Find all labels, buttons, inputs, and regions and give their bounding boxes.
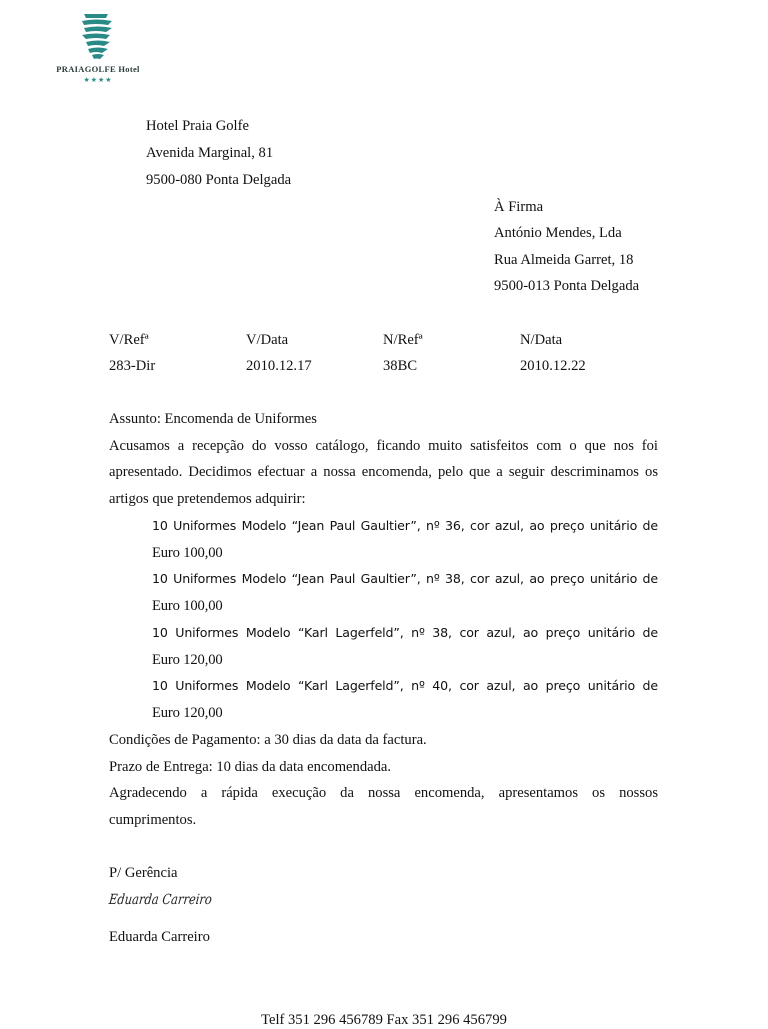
sender-name: Hotel Praia Golfe [146, 118, 249, 134]
letter-closing [109, 727, 658, 834]
order-item [152, 620, 658, 673]
ref-header-our-date: N/Data [520, 332, 563, 348]
order-item-description: 10 Uniformes Modelo “Karl Lagerfeld”, nº 38, cor azul, ao preço unitário de [152, 624, 658, 640]
payment-terms: Condições de Pagamento: a 30 dias da data da factura. [109, 732, 427, 748]
hotel-logo [58, 12, 138, 86]
palm-leaf-icon [78, 12, 118, 62]
logo-wordmark: PRAIAGOLFE Hotel [56, 64, 140, 74]
order-item [152, 566, 658, 619]
ref-header-your-ref: V/Refª [109, 332, 149, 348]
intro-paragraph: Acusamos a recepção do vosso catálogo, ficando muito satisfeitos com o que nos foi apresentado. Decidimos efectuar a nossa encomenda, pelo que a seguir descriminamos os artigos que pretendemos adquirir: [109, 437, 658, 508]
order-item-description: 10 Uniformes Modelo “Jean Paul Gaultier”, nº 38, cor azul, ao preço unitário de [152, 571, 658, 587]
handwritten-signature: Eduarda Carreiro [108, 892, 213, 908]
delivery-terms: Prazo de Entrega: 10 dias da data encomendada. [109, 758, 392, 775]
recipient-company: António Mendes, Lda [494, 225, 622, 241]
sender-city: 9500-080 Ponta Delgada [146, 172, 292, 188]
sign-off: P/ Gerência [109, 865, 178, 881]
ref-header-our-ref: N/Refª [383, 332, 423, 348]
order-item-price: Euro 100,00 [152, 544, 223, 561]
ref-value-your-ref: 283-Dir [109, 358, 156, 374]
signer-name: Eduarda Carreiro [109, 929, 210, 945]
letter-body [109, 406, 658, 513]
order-item [152, 673, 658, 726]
order-item-description: 10 Uniformes Modelo “Jean Paul Gaultier”, nº 36, cor azul, ao preço unitário de [152, 518, 658, 533]
order-item-price: Euro 100,00 [152, 598, 223, 615]
ref-value-your-date: 2010.12.17 [246, 358, 312, 374]
order-item-price: Euro 120,00 [152, 704, 223, 721]
order-item [152, 513, 658, 566]
order-item-description: 10 Uniformes Modelo “Karl Lagerfeld”, nº 40, cor azul, ao preço unitário de [152, 678, 658, 694]
closing-line-2: cumprimentos. [109, 812, 197, 829]
rating-stars: ★★★★ [83, 76, 113, 84]
footer-contact: Telf 351 296 456789 Fax 351 296 456799 [261, 1012, 507, 1028]
recipient-salutation: À Firma [494, 199, 544, 215]
subject-line: Assunto: Encomenda de Uniformes [109, 411, 317, 427]
recipient-street: Rua Almeida Garret, 18 [494, 252, 634, 268]
closing-line-1: Agradecendo a rápida execução da nossa encomenda, apresentamos os nossos [109, 785, 658, 802]
order-items-list [152, 513, 658, 727]
sender-street: Avenida Marginal, 81 [146, 145, 274, 161]
order-item-price: Euro 120,00 [152, 651, 223, 668]
ref-value-our-ref: 38BC [383, 358, 418, 374]
recipient-city: 9500-013 Ponta Delgada [494, 278, 640, 294]
ref-header-your-date: V/Data [246, 332, 289, 348]
ref-value-our-date: 2010.12.22 [520, 358, 586, 374]
